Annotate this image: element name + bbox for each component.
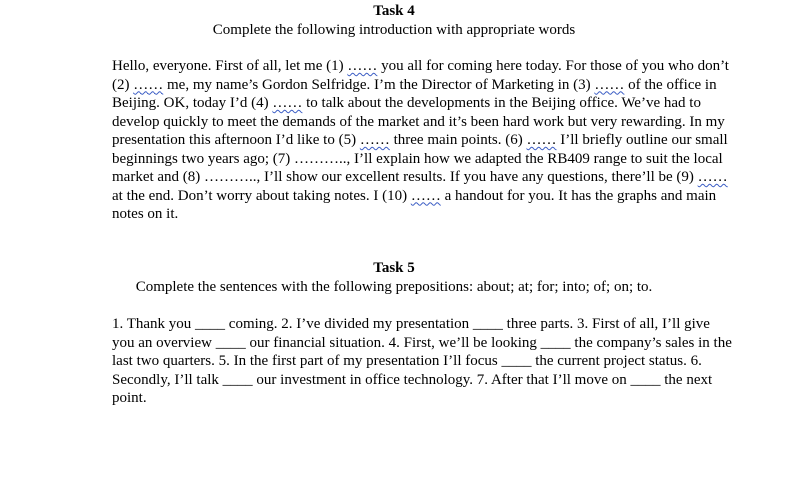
task4-instruction: Complete the following introduction with appropriate words	[212, 22, 576, 38]
paragraph-text: me, my name’s Gordon Selfridge. I’m the Director of Marketing in (3)	[163, 76, 595, 93]
answer-blank: ……	[133, 76, 164, 93]
task4-paragraph	[112, 57, 734, 224]
answer-blank: ……	[594, 76, 625, 93]
answer-blank: ……	[272, 95, 303, 111]
answer-blank: ……	[526, 132, 557, 148]
answer-blank: ……	[410, 187, 441, 204]
task5-title: Task 5	[373, 260, 415, 276]
paragraph-text: a handout for you. It has the graphs and main notes on it.	[112, 187, 717, 222]
paragraph-text: at the end. Don’t worry about taking notes. I (10)	[112, 187, 411, 204]
task5-instruction: Complete the sentences with the following prepositions: about; at; for; into; of; on; to.	[135, 279, 653, 295]
task4-title: Task 4	[373, 3, 415, 19]
answer-blank: ……	[697, 169, 728, 185]
paragraph-text: you all for coming here today. For those of you who don’t (2)	[112, 58, 729, 93]
paragraph-text: to talk about the developments in the Beijing office. We’ve had to develop quickly to meet the demands of the market and it’s been hard work but very rewarding. In my presentation this afternoon I’d like to (5)	[112, 95, 725, 148]
paragraph-text: Hello, everyone. First of all, let me (1)	[112, 58, 348, 74]
answer-blank: ……	[359, 132, 390, 148]
paragraph-text: three main points. (6)	[389, 132, 527, 148]
paragraph-text: I’ll briefly outline our small beginnings two years ago; (7) ……….., I’ll explain how we adapted the RB409 range to suit the local market and (8) ……….., I’ll show our excellent results. If you have any questions, there’ll be (9)	[112, 132, 728, 185]
paragraph-text: of the office in Beijing. OK, today I’d (4)	[112, 76, 717, 111]
answer-blank: ……	[347, 58, 378, 74]
task5-paragraph: 1. Thank you ____ coming. 2. I’ve divided my presentation ____ three parts. 3. First of all, I’ll give you an overview ____ our financial situation. 4. First, we’ll be looking ____ the company’s sales in the last two quarters. 5. In the first part of my presentation I’ll focus ____ the current project status. 6. Secondly, I’ll talk ____ our investment in office technology. 7. After that I’ll move on ____ the next point.	[112, 316, 732, 406]
